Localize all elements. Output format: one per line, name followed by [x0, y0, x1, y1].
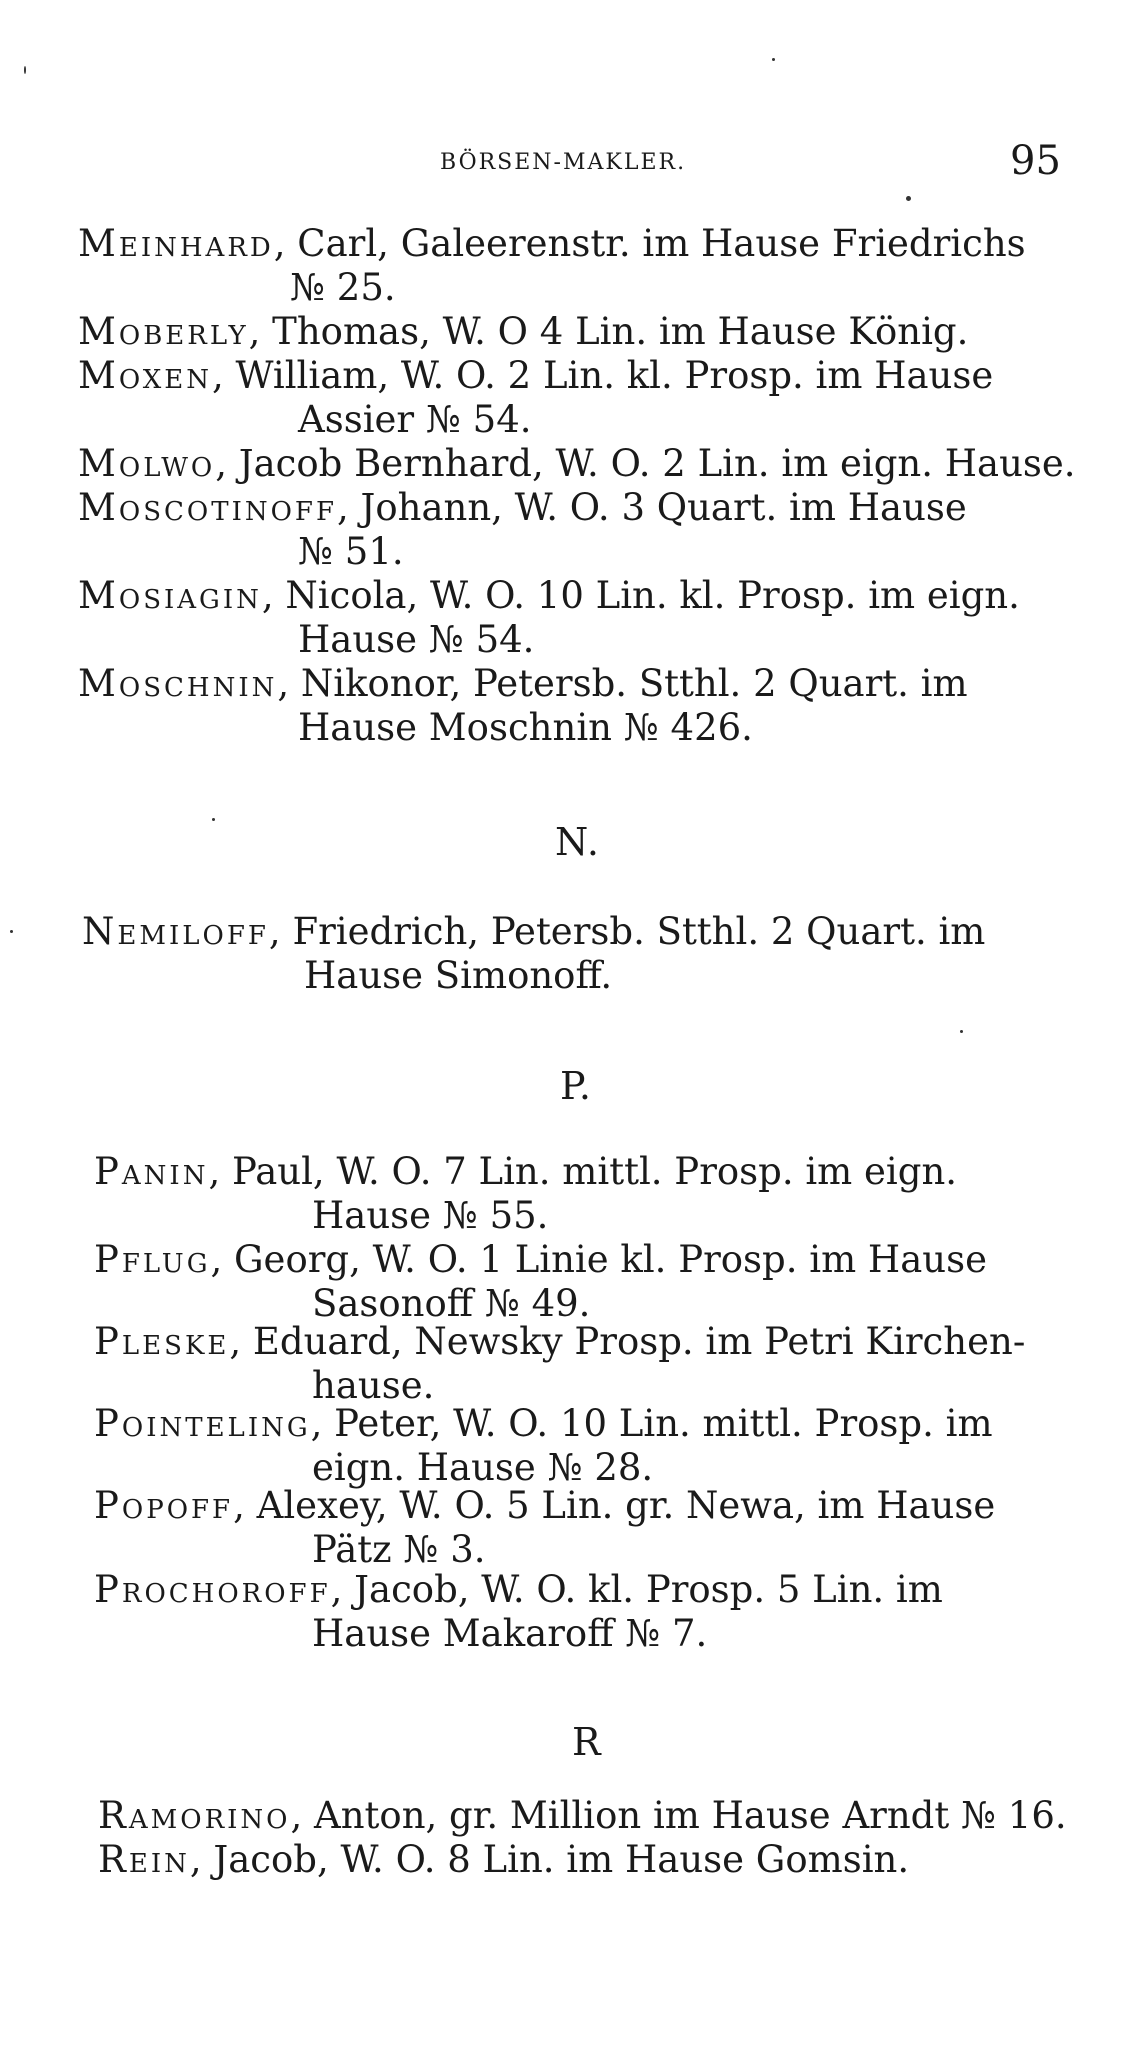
entry-moscotinoff	[78, 486, 967, 574]
entry-mosiagin	[78, 574, 1020, 662]
entry-moberly	[78, 310, 968, 354]
entry-text: , Nicola, W. O. 10 Lin. kl. Prosp. im eign.	[261, 574, 1020, 617]
entry-continuation: Hause Moschnin № 426.	[298, 706, 753, 749]
entry-surname: Popoff	[94, 1484, 234, 1527]
entry-text: , Alexey, W. O. 5 Lin. gr. Newa, im Hause	[233, 1484, 996, 1527]
entry-surname: Moscotinoff	[78, 486, 337, 529]
entry-surname: Ramorino	[98, 1794, 291, 1837]
entry-continuation: Hause № 54.	[298, 618, 535, 661]
entry-surname: Panin	[94, 1150, 209, 1193]
entry-surname: Nemiloff	[82, 910, 269, 953]
entry-surname: Prochoroff	[94, 1568, 331, 1611]
entry-pflug	[94, 1238, 987, 1326]
entry-ramorino	[98, 1794, 1067, 1838]
entry-continuation: Hause Makaroff № 7.	[312, 1612, 708, 1655]
entry-continuation: Sasonoff № 49.	[312, 1282, 591, 1325]
entry-text: , Peter, W. O. 10 Lin. mittl. Prosp. im	[310, 1402, 993, 1445]
entry-pleske	[94, 1320, 1025, 1408]
entry-surname: Mosiagin	[78, 574, 262, 617]
entry-continuation: Assier № 54.	[298, 398, 532, 441]
entry-text: , Jacob, W. O. 8 Lin. im Hause Gomsin.	[189, 1838, 910, 1881]
entry-text: , Thomas, W. O 4 Lin. im Hause König.	[248, 310, 969, 353]
scan-speck	[10, 930, 13, 933]
entry-moxen	[78, 354, 993, 442]
entry-continuation: eign. Hause № 28.	[312, 1446, 654, 1489]
entry-surname: Moschnin	[78, 662, 278, 705]
entry-surname: Pleske	[94, 1320, 230, 1363]
page-number: 95	[1010, 138, 1061, 184]
entry-moschnin	[78, 662, 968, 750]
entry-text: , Nikonor, Petersb. Stthl. 2 Quart. im	[277, 662, 968, 705]
entry-text: , Paul, W. O. 7 Lin. mittl. Prosp. im eign.	[208, 1150, 958, 1193]
entry-surname: Moberly	[78, 310, 249, 353]
scan-speck	[960, 1030, 963, 1033]
entry-continuation: Hause № 55.	[312, 1194, 549, 1237]
scan-speck	[24, 66, 26, 74]
entry-surname: Rein	[98, 1838, 190, 1881]
running-title: BÖRSEN-MAKLER.	[440, 150, 687, 175]
entry-popoff	[94, 1484, 995, 1572]
entry-pointeling	[94, 1402, 993, 1490]
entry-continuation: hause.	[312, 1364, 435, 1407]
scan-speck	[906, 196, 911, 201]
entry-text: , William, W. O. 2 Lin. kl. Prosp. im Hause	[211, 354, 994, 397]
entry-text: , Jacob, W. O. kl. Prosp. 5 Lin. im	[330, 1568, 943, 1611]
entry-molwo	[78, 442, 1076, 486]
entry-continuation: № 51.	[298, 530, 404, 573]
entry-text: , Carl, Galeerenstr. im Hause Friedrichs	[273, 222, 1026, 265]
section-letter-r: R	[572, 1720, 602, 1764]
entry-continuation: Pätz № 3.	[312, 1528, 486, 1571]
entry-panin	[94, 1150, 957, 1238]
entry-continuation: № 25.	[290, 266, 396, 309]
entry-surname: Moxen	[78, 354, 212, 397]
section-letter-p: P.	[560, 1064, 592, 1108]
entry-text: , Eduard, Newsky Prosp. im Petri Kirchen-	[229, 1320, 1026, 1363]
scan-speck	[212, 818, 215, 821]
entry-surname: Molwo	[78, 442, 216, 485]
entry-meinhard	[78, 222, 1026, 310]
section-letter-n: N.	[555, 820, 600, 864]
entry-text: , Anton, gr. Million im Hause Arndt № 16.	[290, 1794, 1067, 1837]
entry-rein	[98, 1838, 909, 1882]
entry-prochoroff	[94, 1568, 943, 1656]
scan-speck	[772, 58, 775, 61]
entry-surname: Pointeling	[94, 1402, 311, 1445]
entry-surname: Pflug	[94, 1238, 211, 1281]
entry-continuation: Hause Simonoff.	[304, 954, 613, 997]
entry-text: , Friedrich, Petersb. Stthl. 2 Quart. im	[268, 910, 986, 953]
entry-text: , Jacob Bernhard, W. O. 2 Lin. im eign. Hause.	[215, 442, 1076, 485]
entry-text: , Johann, W. O. 3 Quart. im Hause	[336, 486, 967, 529]
entry-text: , Georg, W. O. 1 Linie kl. Prosp. im Hause	[210, 1238, 987, 1281]
entry-nemiloff	[82, 910, 985, 998]
entry-surname: Meinhard	[78, 222, 274, 265]
